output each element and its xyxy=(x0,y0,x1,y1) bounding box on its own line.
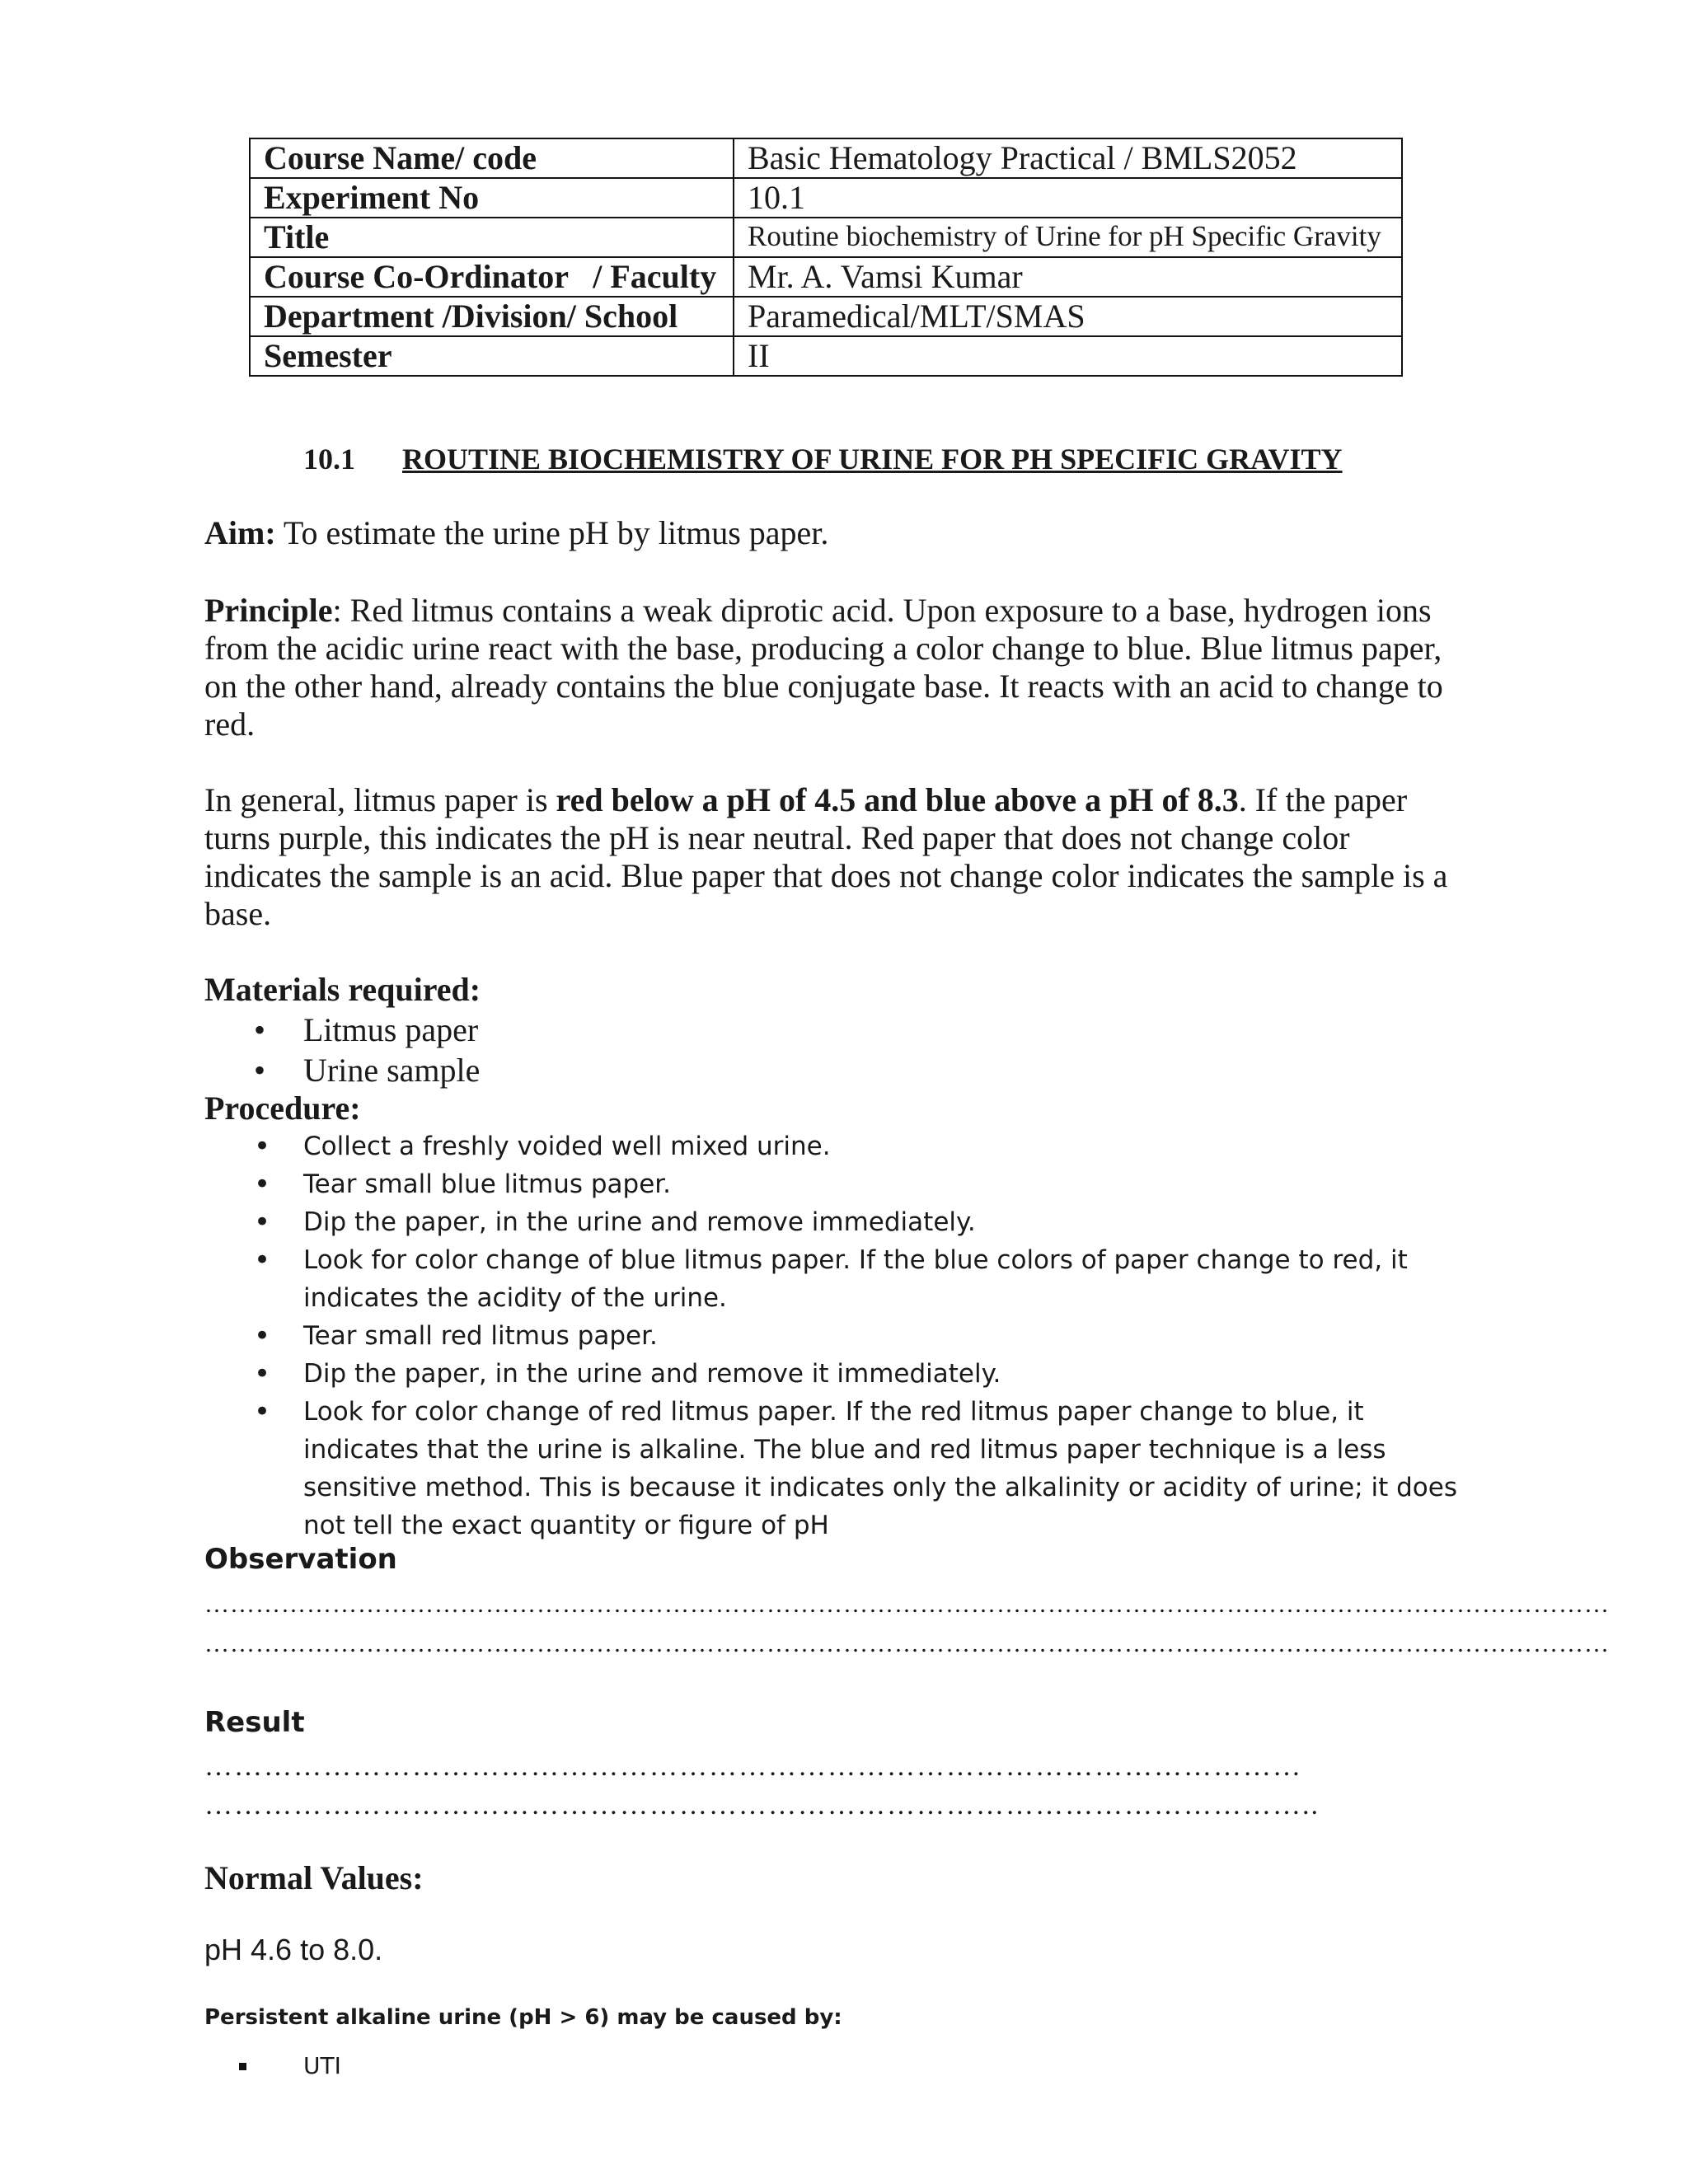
aim-label: Aim: xyxy=(204,514,276,551)
table-row xyxy=(250,138,1402,178)
principle-text: : Red litmus contains a weak diprotic acid. Upon exposure to a base, hydrogen ions from the acidic urine react with the base, producing a color change to blue. Blue litmus paper, on the other hand, already contains the blue conjugate base. It reacts with an acid to change to red. xyxy=(204,592,1443,743)
table-key: Course Co-Ordinator / Faculty xyxy=(250,257,734,297)
table-row xyxy=(250,257,1402,297)
list-item: • Tear small red litmus paper. xyxy=(204,1317,1457,1355)
observation-heading: Observation xyxy=(204,1543,397,1576)
list-item: • Dip the paper, in the urine and remove immediately. xyxy=(204,1203,1457,1241)
normal-values-text: pH 4.6 to 8.0. xyxy=(204,1933,383,1966)
general-text-pre: In general, litmus paper is xyxy=(204,781,556,818)
materials-heading: Materials required: xyxy=(204,971,481,1008)
list-item: • Dip the paper, in the urine and remove it immediately. xyxy=(204,1355,1457,1393)
list-item: • Tear small blue litmus paper. xyxy=(204,1165,1457,1203)
aim-text: To estimate the urine pH by litmus paper. xyxy=(275,514,829,551)
section-title: ROUTINE BIOCHEMISTRY OF URINE FOR PH SPECIFIC GRAVITY xyxy=(402,443,1343,476)
table-row xyxy=(250,218,1402,257)
table-key: Experiment No xyxy=(250,178,734,218)
observation-line: ………………………………………………………………………………………………………………………………………………… xyxy=(204,1630,1610,1657)
list-item: • Urine sample xyxy=(204,1050,480,1090)
table-row xyxy=(250,336,1402,376)
result-line: ………………………………………………………………………………………………….. xyxy=(204,1790,1320,1821)
section-heading xyxy=(303,442,1343,476)
table-value: Basic Hematology Practical / BMLS2052 xyxy=(734,138,1402,178)
procedure-list xyxy=(204,1127,1457,1544)
section-number: 10.1 xyxy=(303,443,355,476)
table-value: Mr. A. Vamsi Kumar xyxy=(734,257,1402,297)
list-item: UTI xyxy=(204,2052,341,2079)
table-value: 10.1 xyxy=(734,178,1402,218)
general-paragraph xyxy=(204,781,1457,933)
table-key: Title xyxy=(250,218,734,257)
list-item: • Collect a freshly voided well mixed urine. xyxy=(204,1127,1457,1165)
general-text-post: . If the paper turns purple, this indicates the pH is near neutral. Red paper that does not change color indicates the sample is an acid. Blue paper that does not change color indicates the sample is a base. xyxy=(204,781,1448,932)
table-key: Department /Division/ School xyxy=(250,297,734,336)
normal-values-heading: Normal Values: xyxy=(204,1859,424,1896)
table-value: II xyxy=(734,336,1402,376)
persistent-heading: Persistent alkaline urine (pH > 6) may be caused by: xyxy=(204,2005,842,2030)
list-item: • Litmus paper xyxy=(204,1010,480,1050)
table-row xyxy=(250,297,1402,336)
general-text-bold: red below a pH of 4.5 and blue above a pH of 8.3 xyxy=(556,781,1239,818)
result-line: ………………………………………………………………………………………………… xyxy=(204,1751,1302,1782)
table-key: Course Name/ code xyxy=(250,138,734,178)
result-heading: Result xyxy=(204,1706,305,1739)
aim-paragraph xyxy=(204,514,1457,552)
procedure-heading: Procedure: xyxy=(204,1090,361,1127)
table-row xyxy=(250,178,1402,218)
materials-list xyxy=(204,1010,480,1090)
table-value: Routine biochemistry of Urine for pH Specific Gravity xyxy=(734,218,1402,257)
course-info-table xyxy=(249,138,1403,377)
table-key: Semester xyxy=(250,336,734,376)
table-value: Paramedical/MLT/SMAS xyxy=(734,297,1402,336)
principle-paragraph xyxy=(204,592,1457,743)
causes-list xyxy=(204,2052,341,2079)
observation-line: ………………………………………………………………………………………………………………………………………………… xyxy=(204,1591,1610,1618)
list-item: • Look for color change of blue litmus paper. If the blue colors of paper change to red, it indicates the acidity of the urine. xyxy=(204,1241,1457,1317)
list-item: • Look for color change of red litmus paper. If the red litmus paper change to blue, it indicates that the urine is alkaline. The blue and red litmus paper technique is a less sensitive method. This is because it indicates only the alkalinity or acidity of urine; it does not tell the exact quantity or figure of pH xyxy=(204,1393,1457,1544)
principle-label: Principle xyxy=(204,592,333,629)
